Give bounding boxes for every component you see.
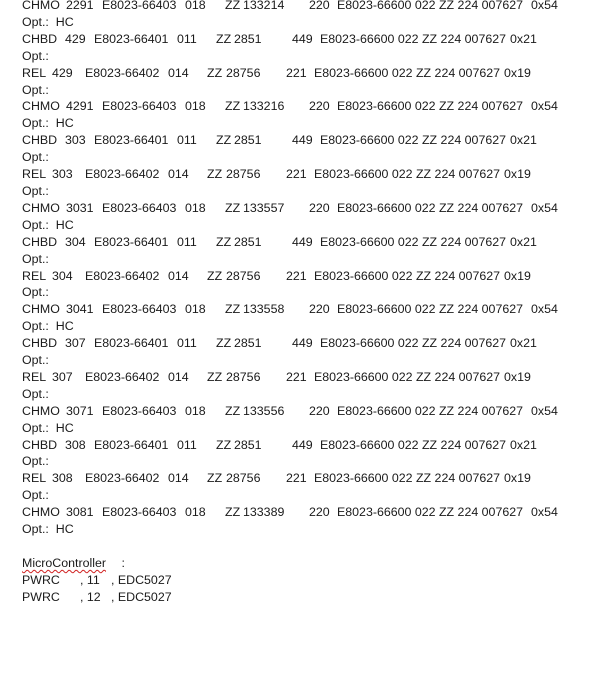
record-zz: ZZ: [207, 471, 223, 486]
record-line: [22, 369, 600, 386]
record-value: 221: [286, 369, 307, 384]
record-tail: E8023-66600 022 ZZ 224 007627: [320, 234, 507, 249]
record-id: 307: [52, 369, 73, 384]
record-type: REL: [22, 65, 47, 80]
record-zz: ZZ: [225, 200, 241, 215]
record-option-line: [22, 115, 600, 132]
record-line: [22, 0, 600, 14]
micro-row-num: , 11: [80, 572, 100, 587]
record-tail: E8023-66600 022 ZZ 224 007627: [320, 336, 507, 351]
record-value: 221: [286, 65, 307, 80]
record-type: CHBD: [22, 336, 58, 351]
record-ref: 28756: [226, 268, 261, 283]
record-hex: 0x54: [531, 0, 558, 12]
record-type: CHMO: [22, 200, 60, 215]
record-line: [22, 335, 600, 352]
record-code: 014: [168, 167, 189, 182]
record-option-line: [22, 183, 600, 200]
record-type: CHBD: [22, 31, 58, 46]
record-line: [22, 470, 600, 487]
record-hex: 0x54: [531, 302, 558, 317]
record-id: 3071: [66, 403, 94, 418]
record-part-number: E8023-66401: [94, 234, 169, 249]
record-part-number: E8023-66403: [102, 302, 177, 317]
record-value: 449: [292, 31, 313, 46]
micro-row: [22, 589, 600, 606]
section-heading-line: [22, 555, 600, 572]
document-body: [22, 0, 600, 606]
record-hex: 0x19: [504, 65, 531, 80]
record-zz: ZZ: [225, 0, 241, 12]
micro-row-name: PWRC: [22, 572, 60, 587]
record-option-line: [22, 352, 600, 369]
record-zz: ZZ: [216, 437, 232, 452]
record-line: [22, 98, 600, 115]
record-ref: 133214: [243, 0, 285, 12]
record-hex: 0x54: [531, 99, 558, 114]
record-code: 018: [185, 200, 206, 215]
record-type: CHMO: [22, 0, 60, 12]
record-type: CHMO: [22, 302, 60, 317]
record-value: 449: [292, 133, 313, 148]
record-option: Opt.:: [22, 285, 49, 300]
record-value: 449: [292, 336, 313, 351]
record-type: CHBD: [22, 234, 58, 249]
record-type: REL: [22, 471, 47, 486]
record-zz: ZZ: [207, 369, 223, 384]
record-part-number: E8023-66402: [85, 268, 160, 283]
record-id: 304: [65, 234, 86, 249]
record-ref: 28756: [226, 471, 261, 486]
record-zz: ZZ: [216, 133, 232, 148]
record-ref: 133556: [243, 403, 285, 418]
record-id: 308: [52, 471, 73, 486]
record-line: [22, 166, 600, 183]
record-value: 220: [309, 99, 330, 114]
record-option: Opt.: HC: [22, 116, 74, 131]
record-tail: E8023-66600 022 ZZ 224 007627: [314, 471, 501, 486]
record-option: Opt.: HC: [22, 217, 74, 232]
record-line: [22, 234, 600, 251]
record-value: 221: [286, 471, 307, 486]
record-tail: E8023-66600 022 ZZ 224 007627: [320, 133, 507, 148]
record-ref: 133558: [243, 302, 285, 317]
record-option: Opt.:: [22, 488, 49, 503]
record-id: 4291: [66, 99, 94, 114]
record-tail: E8023-66600 022 ZZ 224 007627: [314, 268, 501, 283]
record-hex: 0x21: [510, 133, 537, 148]
record-value: 220: [309, 0, 330, 12]
record-line: [22, 403, 600, 420]
record-ref: 2851: [234, 437, 262, 452]
record-hex: 0x21: [510, 31, 537, 46]
record-tail: E8023-66600 022 ZZ 224 007627: [337, 200, 524, 215]
record-type: CHMO: [22, 99, 60, 114]
blank-line: [22, 538, 600, 555]
record-code: 011: [177, 234, 197, 249]
record-line: [22, 268, 600, 285]
record-zz: ZZ: [207, 65, 223, 80]
record-id: 3031: [66, 200, 94, 215]
record-hex: 0x19: [504, 369, 531, 384]
record-code: 014: [168, 65, 189, 80]
record-id: 2291: [66, 0, 94, 12]
record-tail: E8023-66600 022 ZZ 224 007627: [320, 437, 507, 452]
record-part-number: E8023-66403: [102, 0, 177, 12]
record-tail: E8023-66600 022 ZZ 224 007627: [320, 31, 507, 46]
record-part-number: E8023-66401: [94, 31, 169, 46]
record-id: 3041: [66, 302, 94, 317]
record-option-line: [22, 284, 600, 301]
record-hex: 0x21: [510, 234, 537, 249]
record-tail: E8023-66600 022 ZZ 224 007627: [337, 302, 524, 317]
record-tail: E8023-66600 022 ZZ 224 007627: [314, 65, 501, 80]
section-heading-colon: :: [118, 555, 125, 570]
record-hex: 0x21: [510, 336, 537, 351]
record-code: 014: [168, 471, 189, 486]
record-type: CHBD: [22, 437, 58, 452]
record-code: 018: [185, 99, 206, 114]
record-zz: ZZ: [216, 234, 232, 249]
record-ref: 28756: [226, 369, 261, 384]
record-type: CHMO: [22, 505, 60, 520]
micro-row-num: , 12: [80, 589, 101, 604]
record-hex: 0x21: [510, 437, 537, 452]
record-option: Opt.:: [22, 82, 49, 97]
micro-row-code: , EDC5027: [111, 572, 172, 587]
record-hex: 0x19: [504, 167, 531, 182]
section-heading: MicroController: [22, 555, 106, 570]
record-tail: E8023-66600 022 ZZ 224 007627: [337, 99, 524, 114]
record-type: REL: [22, 268, 47, 283]
record-code: 011: [177, 31, 197, 46]
record-hex: 0x54: [531, 505, 558, 520]
record-hex: 0x54: [531, 200, 558, 215]
record-line: [22, 31, 600, 48]
record-line: [22, 504, 600, 521]
record-option: Opt.:: [22, 454, 49, 469]
record-part-number: E8023-66403: [102, 403, 177, 418]
record-ref: 28756: [226, 65, 261, 80]
record-option: Opt.:: [22, 353, 49, 368]
record-ref: 133216: [243, 99, 285, 114]
record-option: Opt.: HC: [22, 14, 74, 29]
record-ref: 133389: [243, 505, 285, 520]
record-code: 014: [168, 268, 189, 283]
record-ref: 2851: [234, 133, 262, 148]
record-line: [22, 132, 600, 149]
record-option: Opt.:: [22, 150, 49, 165]
record-option-line: [22, 386, 600, 403]
record-type: REL: [22, 167, 47, 182]
record-type: REL: [22, 369, 47, 384]
record-zz: ZZ: [216, 336, 232, 351]
micro-row-name: PWRC: [22, 589, 60, 604]
record-ref: 2851: [234, 234, 262, 249]
record-value: 221: [286, 167, 307, 182]
record-value: 449: [292, 234, 313, 249]
record-id: 429: [65, 31, 86, 46]
record-option: Opt.: HC: [22, 319, 74, 334]
record-option: Opt.:: [22, 251, 49, 266]
record-value: 220: [309, 302, 330, 317]
record-id: 308: [65, 437, 86, 452]
record-zz: ZZ: [207, 268, 223, 283]
record-part-number: E8023-66403: [102, 99, 177, 114]
record-hex: 0x19: [504, 268, 531, 283]
record-part-number: E8023-66401: [94, 437, 169, 452]
record-ref: 2851: [234, 336, 262, 351]
record-zz: ZZ: [225, 302, 241, 317]
record-option: Opt.:: [22, 386, 49, 401]
record-option-line: [22, 217, 600, 234]
micro-row: [22, 572, 600, 589]
record-option: Opt.:: [22, 183, 49, 198]
record-part-number: E8023-66401: [94, 336, 169, 351]
record-line: [22, 301, 600, 318]
record-option-line: [22, 420, 600, 437]
record-id: 3081: [66, 505, 94, 520]
record-line: [22, 65, 600, 82]
record-value: 449: [292, 437, 313, 452]
record-line: [22, 200, 600, 217]
record-value: 220: [309, 200, 330, 215]
record-option-line: [22, 14, 600, 31]
record-option-line: [22, 487, 600, 504]
record-option-line: [22, 82, 600, 99]
record-code: 018: [185, 302, 206, 317]
record-ref: 28756: [226, 167, 261, 182]
record-hex: 0x19: [504, 471, 531, 486]
record-code: 018: [185, 505, 206, 520]
record-option-line: [22, 521, 600, 538]
record-option-line: [22, 149, 600, 166]
record-id: 429: [52, 65, 73, 80]
record-option: Opt.: HC: [22, 522, 74, 537]
micro-row-code: , EDC5027: [111, 589, 172, 604]
record-option-line: [22, 453, 600, 470]
record-type: CHMO: [22, 403, 60, 418]
record-part-number: E8023-66402: [85, 65, 160, 80]
record-ref: 133557: [243, 200, 285, 215]
record-value: 220: [309, 403, 330, 418]
record-option: Opt.: HC: [22, 420, 74, 435]
record-line: [22, 437, 600, 454]
record-tail: E8023-66600 022 ZZ 224 007627: [337, 505, 524, 520]
record-code: 018: [185, 0, 206, 12]
record-tail: E8023-66600 022 ZZ 224 007627: [337, 0, 524, 12]
record-option-line: [22, 318, 600, 335]
record-zz: ZZ: [207, 167, 223, 182]
record-zz: ZZ: [225, 403, 241, 418]
record-option: Opt.:: [22, 48, 49, 63]
record-code: 018: [185, 403, 206, 418]
record-part-number: E8023-66402: [85, 471, 160, 486]
record-zz: ZZ: [216, 31, 232, 46]
record-option-line: [22, 251, 600, 268]
record-type: CHBD: [22, 133, 58, 148]
record-option-line: [22, 48, 600, 65]
record-value: 221: [286, 268, 307, 283]
record-value: 220: [309, 505, 330, 520]
record-part-number: E8023-66403: [102, 505, 177, 520]
record-code: 011: [177, 336, 197, 351]
record-tail: E8023-66600 022 ZZ 224 007627: [337, 403, 524, 418]
record-tail: E8023-66600 022 ZZ 224 007627: [314, 369, 501, 384]
record-ref: 2851: [234, 31, 262, 46]
record-part-number: E8023-66402: [85, 369, 160, 384]
record-zz: ZZ: [225, 505, 241, 520]
record-zz: ZZ: [225, 99, 241, 114]
record-code: 014: [168, 369, 189, 384]
record-code: 011: [177, 437, 197, 452]
record-id: 307: [65, 336, 86, 351]
record-id: 303: [52, 167, 73, 182]
record-code: 011: [177, 133, 197, 148]
record-hex: 0x54: [531, 403, 558, 418]
record-part-number: E8023-66403: [102, 200, 177, 215]
record-id: 303: [65, 133, 86, 148]
record-tail: E8023-66600 022 ZZ 224 007627: [314, 167, 501, 182]
record-part-number: E8023-66401: [94, 133, 169, 148]
record-id: 304: [52, 268, 73, 283]
record-part-number: E8023-66402: [85, 167, 160, 182]
